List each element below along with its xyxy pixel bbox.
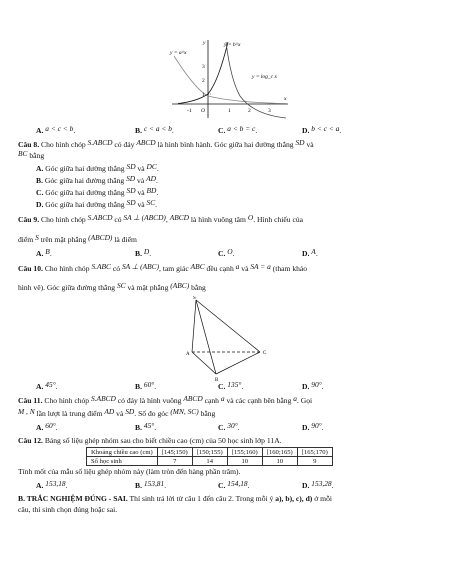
q11-stem: Câu 11. Cho hình chóp S.ABCD có đáy là hình vuông ABCD cạnh a và các cạnh bên bằng a. Gọi [18, 394, 313, 405]
vertex-c: C [263, 351, 267, 356]
axis-y-label: y [203, 40, 206, 46]
q9-stem: Câu 9. Cho hình chóp S.ABCD có SA ⊥ (ABCD), ABCD là hình vuông tâm O. Hình chiếu của [18, 213, 303, 224]
q8-option-a[interactable]: A. Góc giữa hai đường thẳng SD và DC. [36, 162, 159, 173]
table-header: [165;170) [297, 448, 332, 457]
tick-x-3: 3 [268, 108, 271, 114]
table-cell: Số học sinh [87, 457, 158, 466]
table-cell: 14 [192, 457, 227, 466]
q10-option-d[interactable]: D. 90°. [302, 380, 324, 391]
q12-option-b[interactable]: B. 153,81. [135, 479, 167, 490]
vertex-s: S [193, 296, 196, 301]
table-row [87, 457, 333, 466]
q7-graph [168, 38, 290, 120]
table-header: [150;155) [192, 448, 227, 457]
q10-stem-2: hình vẽ). Góc giữa đường thẳng SC và mặt phẳng (ABC) bằng [18, 281, 206, 292]
q9-option-c[interactable]: C. O. [218, 247, 235, 258]
tick-y-1: 1 [202, 92, 205, 98]
table-cell: 10 [227, 457, 262, 466]
q12-data-table [86, 447, 333, 466]
curve-log-c [226, 42, 286, 118]
label-y-b-x: y = b^x [224, 42, 241, 48]
q10-option-b[interactable]: B. 60°. [135, 380, 157, 391]
q11-option-c[interactable]: C. 30°. [218, 421, 240, 432]
q11-option-a[interactable]: A. 60°. [36, 421, 58, 432]
q8-stem: Câu 8. Cho hình chóp S.ABCD có đáy ABCD là hình bình hành. Góc giữa hai đường thẳng SD và [18, 138, 314, 149]
table-header: [155;160) [227, 448, 262, 457]
tick-y-3: 3 [202, 64, 205, 70]
tick-x-2: 2 [248, 108, 251, 114]
q8-option-b[interactable]: B. Góc giữa hai đường thẳng SD và AD. [36, 174, 158, 185]
table-header: [145;150) [157, 448, 192, 457]
q7-option-c[interactable]: C. a < b = c. [218, 124, 258, 135]
tick-x-neg1: -1 [187, 108, 192, 114]
label-y-a-x: y = a^x [170, 50, 187, 56]
table-header: [160;165) [262, 448, 297, 457]
q9-stem-2: điểm S trên mặt phẳng (ABCD) là điểm [18, 233, 137, 244]
q7-option-b[interactable]: B. c < a < b. [135, 124, 174, 135]
section-b-text: câu, thí sinh chọn đúng hoặc sai. [18, 505, 118, 514]
table-header-row [87, 448, 333, 457]
table-header: Khoảng chiều cao (cm) [87, 448, 158, 457]
origin-label: O [201, 108, 205, 114]
axis-x-label: x [284, 96, 287, 102]
q9-option-b[interactable]: B. D. [135, 247, 152, 258]
q12-option-c[interactable]: C. 154,18. [218, 479, 250, 490]
q7-option-a[interactable]: A. a < c < b. [36, 124, 76, 135]
q10-option-a[interactable]: A. 45°. [36, 380, 58, 391]
vertex-b: B [215, 378, 219, 382]
section-b-heading: B. TRẮC NGHIỆM ĐÚNG - SAI. Thí sinh trả lời từ câu 1 đến câu 2. Trong mỗi ý a), b), c), d) ở mỗi [18, 494, 332, 503]
q12-stem: Câu 12. Bảng số liệu ghép nhóm sau cho biết chiều cao (cm) của 50 học sinh lớp 11A. [18, 436, 282, 445]
tick-y-2: 2 [202, 78, 205, 84]
q12-question: Tính mốt của mẫu số liệu ghép nhóm này (làm tròn đến hàng phần trăm). [18, 467, 241, 476]
q9-option-a[interactable]: A. B. [36, 247, 52, 258]
tick-x-1: 1 [228, 108, 231, 114]
table-cell: 9 [297, 457, 332, 466]
q8-option-c[interactable]: C. Góc giữa hai đường thẳng SD và BD. [36, 186, 159, 197]
label-y-log-c: y = log_c x [252, 74, 277, 80]
q10-pyramid-figure [180, 296, 280, 382]
vertex-a: A [186, 352, 190, 357]
q8-stem-2: BC bằng [18, 149, 45, 160]
q8-option-d[interactable]: D. Góc giữa hai đường thẳng SD và SC. [36, 198, 158, 209]
q12-option-d[interactable]: D. 153,28. [302, 479, 334, 490]
table-cell: 7 [157, 457, 192, 466]
q12-option-a[interactable]: A. 153,18. [36, 479, 68, 490]
q11-option-b[interactable]: B. 45°. [135, 421, 157, 432]
q11-option-d[interactable]: D. 90°. [302, 421, 324, 432]
table-cell: 10 [262, 457, 297, 466]
q9-option-d[interactable]: D. A. [302, 247, 318, 258]
q11-stem-2: M , N lần lượt là trung điểm AD và SD. Số đo góc (MN, SC) bằng [18, 407, 216, 418]
q10-stem: Câu 10. Cho hình chóp S.ABC có SA ⊥ (ABC), tam giác ABC đều cạnh a và SA = a (tham khảo [18, 262, 308, 273]
q7-option-d[interactable]: D. b < c < a. [302, 124, 342, 135]
q10-option-c[interactable]: C. 135°. [218, 380, 244, 391]
